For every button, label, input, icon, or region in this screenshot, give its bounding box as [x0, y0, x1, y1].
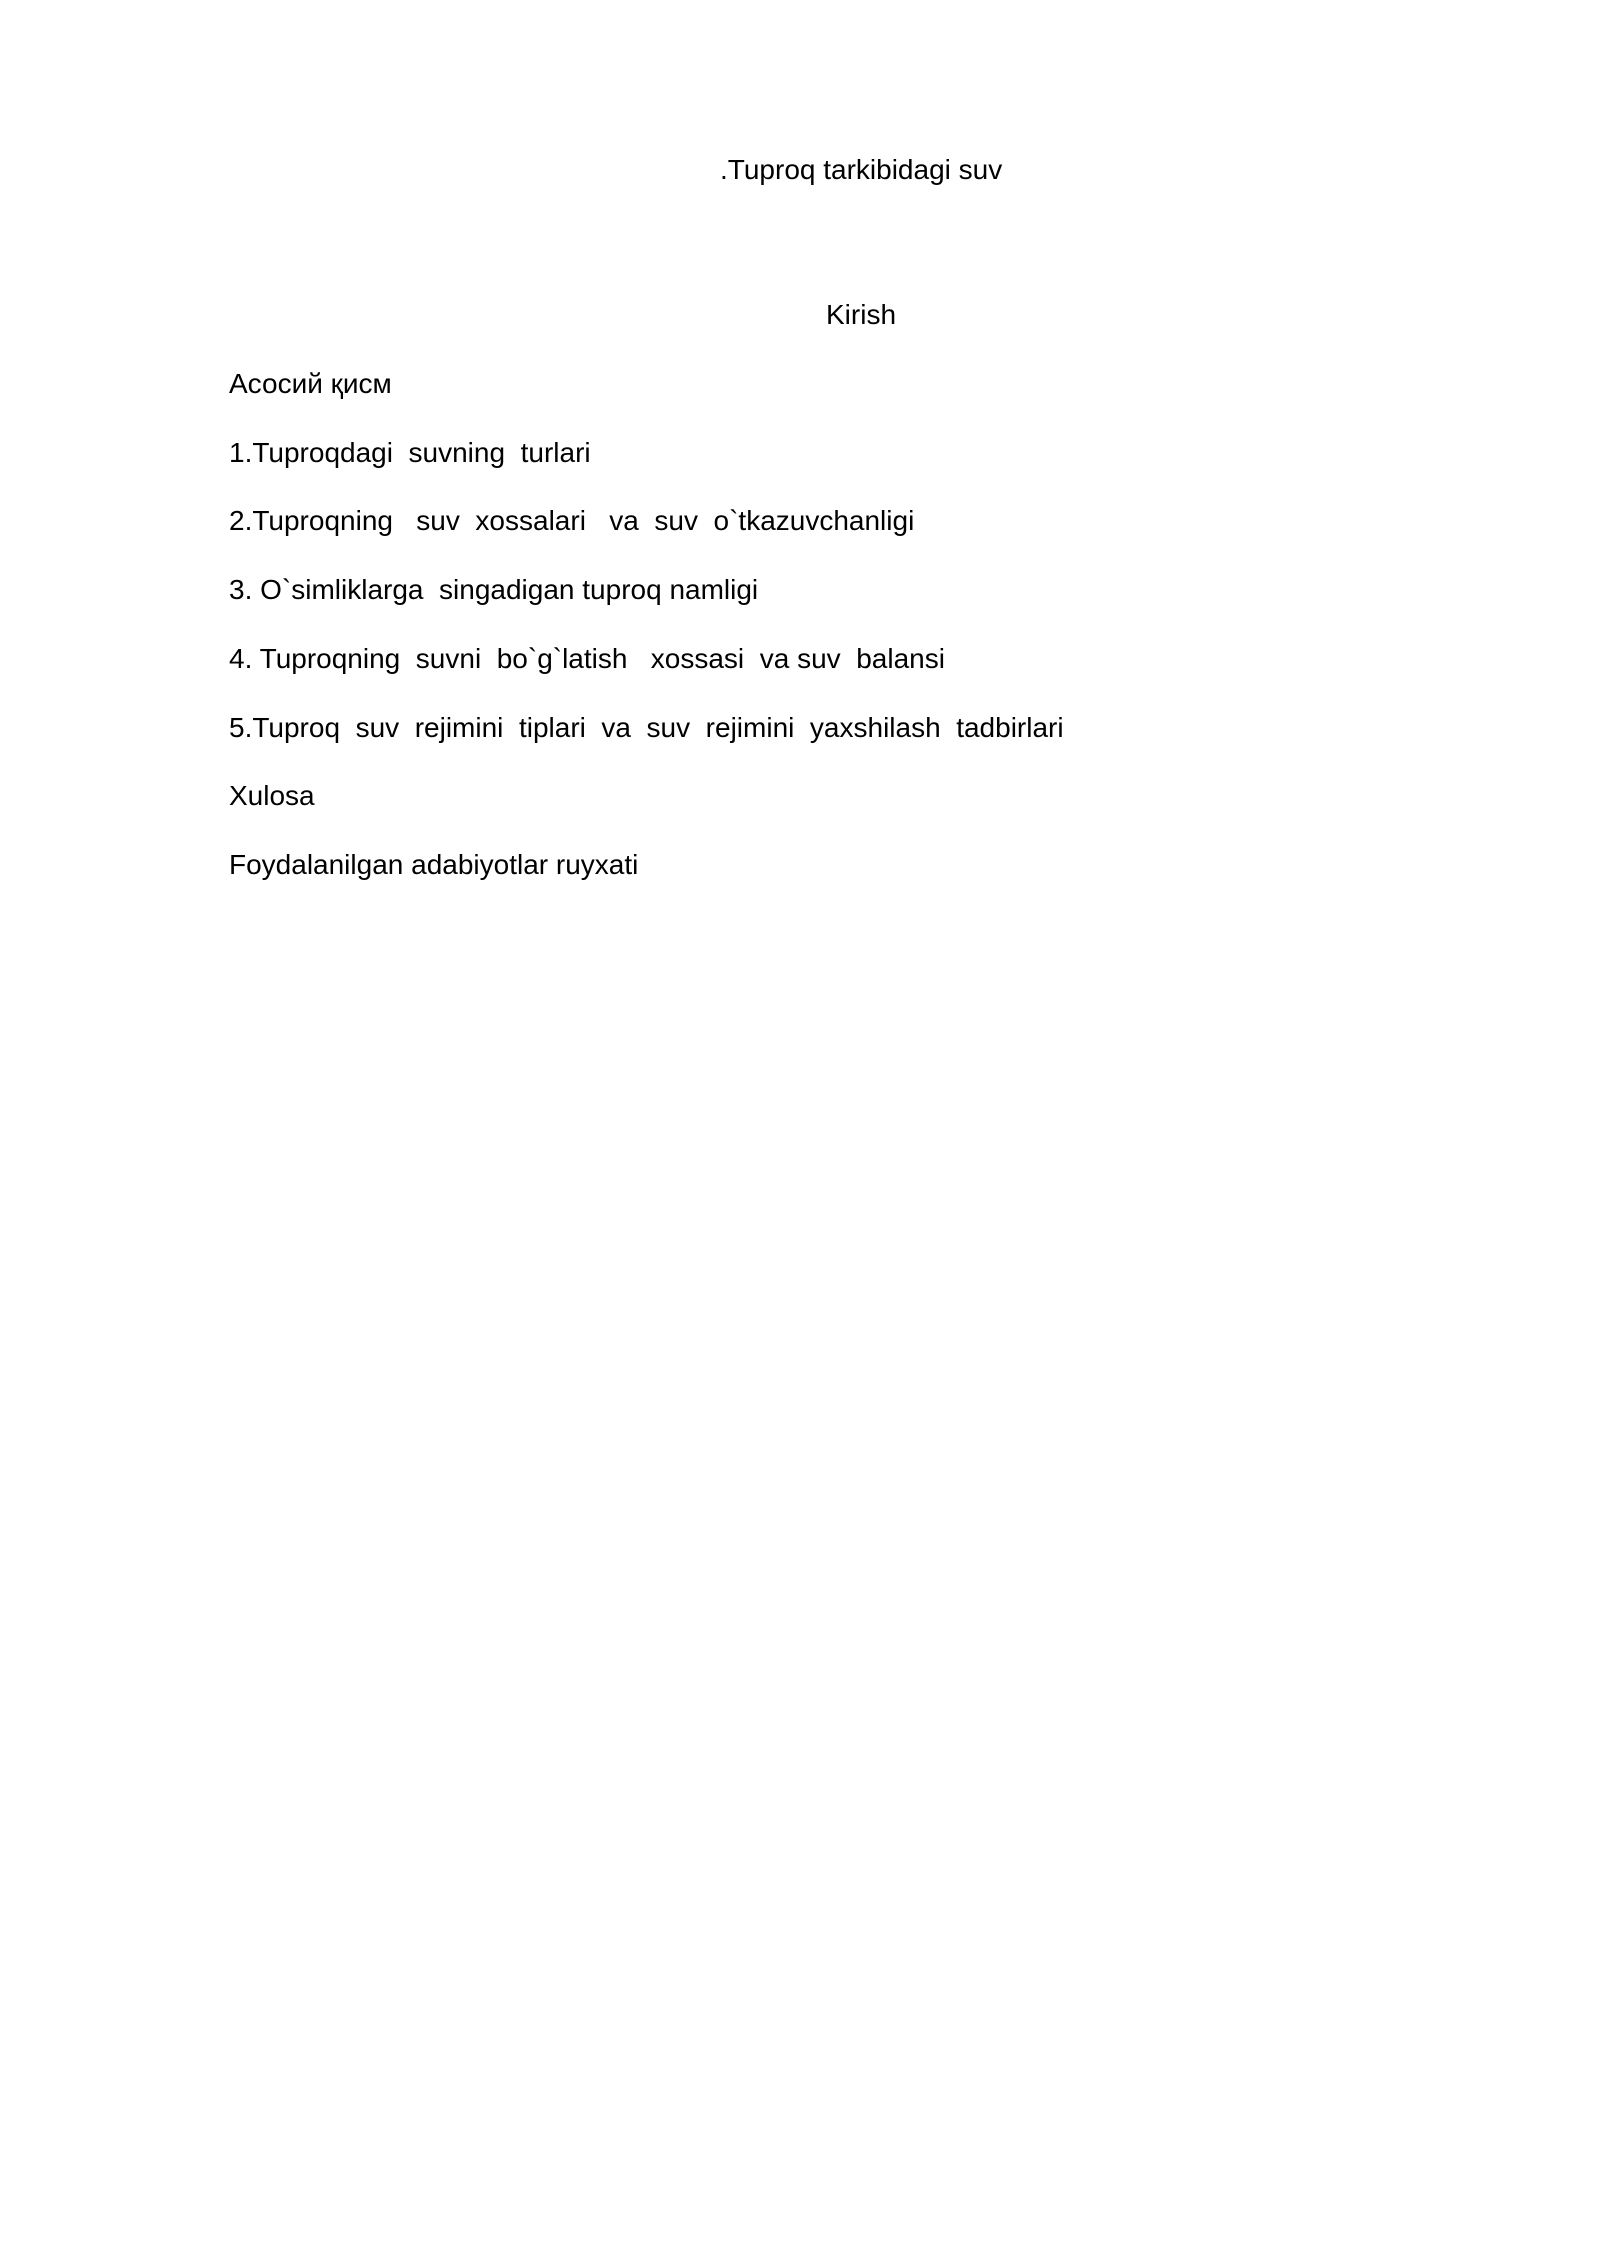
section-heading-kirish: Kirish	[826, 299, 897, 330]
contents-item-3: 3. O`simliklarga singadigan tuproq namligi	[229, 574, 759, 605]
contents-item-2: 2.Tuproqning suv xossalari va suv o`tkazuvchanligi	[229, 505, 915, 536]
contents-item-asosiy-qism: Асосий қисм	[229, 368, 392, 399]
contents-item-5: 5.Tuproq suv rejimini tiplari va suv rejimini yaxshilash tadbirlari	[229, 712, 1064, 743]
document-title: .Tuproq tarkibidagi suv	[720, 154, 1003, 185]
contents-item-1: 1.Tuproqdagi suvning turlari	[229, 437, 591, 468]
contents-item-xulosa: Xulosa	[229, 780, 315, 811]
contents-item-4: 4. Tuproqning suvni bo`g`latish xossasi va suv balansi	[229, 643, 945, 674]
contents-item-references: Foydalanilgan adabiyotlar ruyxati	[229, 849, 639, 880]
